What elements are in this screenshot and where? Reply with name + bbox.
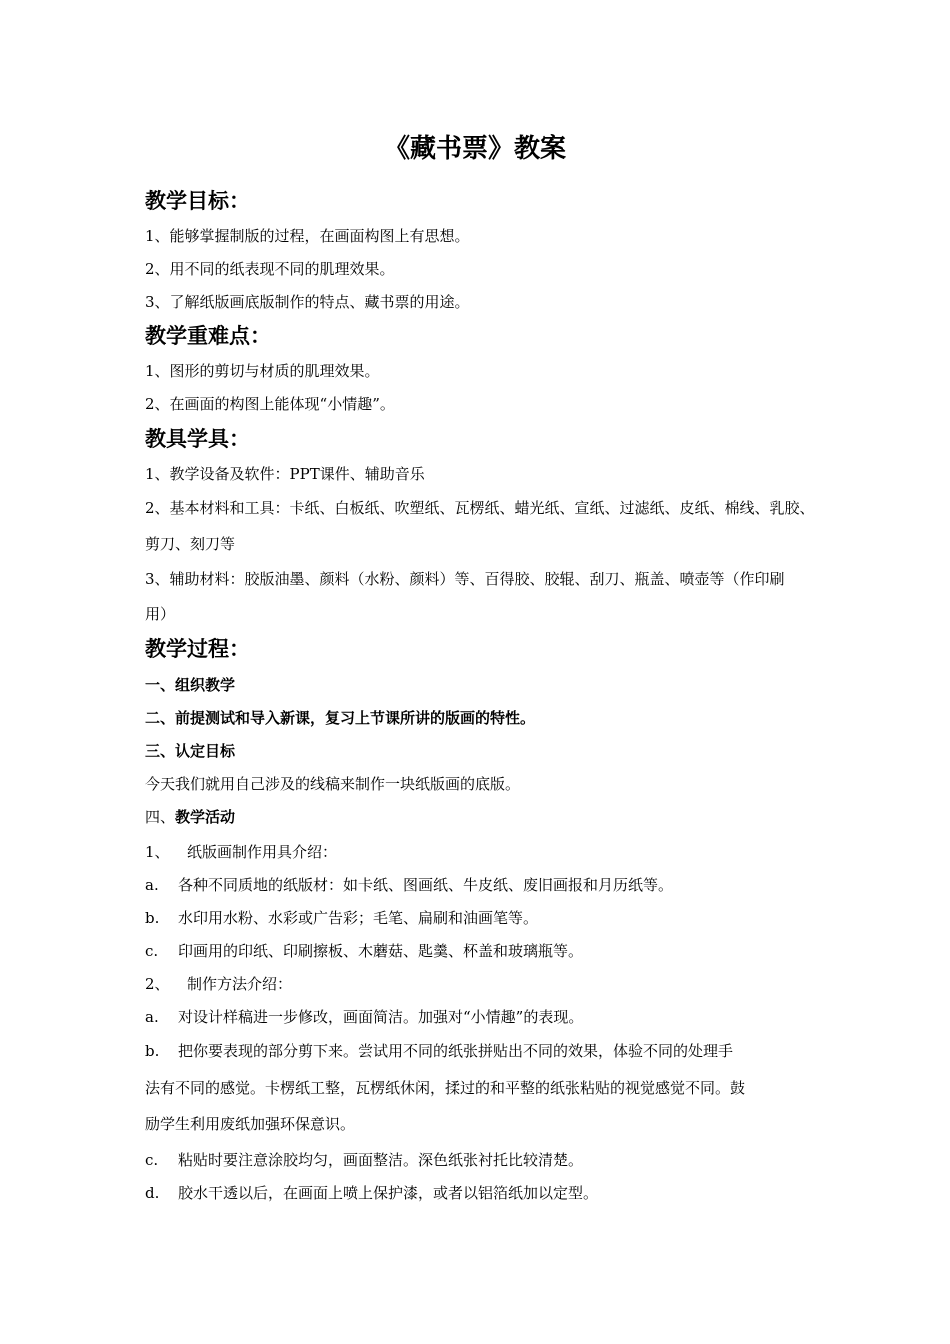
materials-item-continuation: 剪刀、刻刀等: [145, 535, 236, 553]
process-heading: 教学过程：: [145, 636, 250, 661]
sub-step-number: 2、: [145, 975, 170, 993]
materials-item-continuation: 用）: [145, 605, 176, 623]
objective-item: 2、用不同的纸表现不同的肌理效果。: [145, 260, 395, 278]
sub-step: [145, 841, 825, 863]
list-item: [145, 1182, 825, 1204]
list-item: [145, 907, 825, 929]
list-marker: c.: [145, 942, 159, 960]
list-text: 对设计样稿进一步修改，画面简洁。加强对“小情趣”的表现。: [178, 1008, 584, 1026]
materials-item: 1、教学设备及软件：PPT课件、辅助音乐: [145, 465, 425, 483]
objective-item: 1、能够掌握制版的过程，在画面构图上有思想。: [145, 227, 470, 245]
sub-step: [145, 973, 825, 995]
key-point-item: 1、图形的剪切与材质的肌理效果。: [145, 362, 380, 380]
step-label: 教学活动: [175, 808, 236, 826]
list-text: 水印用水粉、水彩或广告彩；毛笔、扁刷和油画笔等。: [178, 909, 539, 927]
list-item-continuation: 励学生利用废纸加强环保意识。: [145, 1115, 356, 1133]
sub-step-text: 纸版画制作用具介绍：: [187, 843, 338, 861]
list-marker: b.: [145, 909, 160, 927]
materials-item: 3、辅助材料：胶版油墨、颜料（水粉、颜料）等、百得胶、胶辊、刮刀、瓶盖、喷壶等（作印刷: [145, 570, 785, 588]
list-text: 胶水干透以后，在画面上喷上保护漆，或者以铝箔纸加以定型。: [178, 1184, 599, 1202]
objective-item: 3、了解纸版画底版制作的特点、藏书票的用途。: [145, 293, 470, 311]
list-text: 把你要表现的部分剪下来。尝试用不同的纸张拼贴出不同的效果，体验不同的处理手: [178, 1042, 734, 1060]
process-step: 一、组织教学: [145, 676, 236, 694]
process-step-text: 今天我们就用自己涉及的线稿来制作一块纸版画的底版。: [145, 775, 521, 793]
list-marker: b.: [145, 1042, 160, 1060]
process-step: 二、前提测试和导入新课，复习上节课所讲的版画的特性。: [145, 709, 536, 727]
materials-item: 2、基本材料和工具：卡纸、白板纸、吹塑纸、瓦楞纸、蜡光纸、宣纸、过滤纸、皮纸、棉线、乳胶、: [145, 499, 815, 517]
list-text: 印画用的印纸、印刷擦板、木蘑菇、匙羹、杯盖和玻璃瓶等。: [178, 942, 584, 960]
list-marker: d.: [145, 1184, 160, 1202]
step-number: 四、: [145, 808, 176, 826]
list-item-continuation: 法有不同的感觉。卡楞纸工整，瓦楞纸休闲，揉过的和平整的纸张粘贴的视觉感觉不同。鼓: [145, 1079, 746, 1097]
key-points-heading: 教学重难点：: [145, 323, 271, 348]
list-item: [145, 874, 825, 896]
sub-step-text: 制作方法介绍：: [187, 975, 293, 993]
list-item: [145, 940, 825, 962]
list-text: 各种不同质地的纸版材：如卡纸、图画纸、牛皮纸、废旧画报和月历纸等。: [178, 876, 674, 894]
page-title: 《藏书票》教案: [383, 134, 566, 164]
list-marker: a.: [145, 1008, 159, 1026]
list-item: [145, 1006, 825, 1028]
sub-step-number: 1、: [145, 843, 170, 861]
list-text: 粘贴时要注意涂胶均匀，画面整洁。深色纸张衬托比较清楚。: [178, 1151, 584, 1169]
list-marker: c.: [145, 1151, 159, 1169]
list-item: [145, 1149, 825, 1171]
process-step: [145, 806, 825, 828]
list-item: [145, 1040, 825, 1062]
key-point-item: 2、在画面的构图上能体现“小情趣”。: [145, 395, 395, 413]
list-marker: a.: [145, 876, 159, 894]
materials-heading: 教具学具：: [145, 426, 250, 451]
process-step: 三、认定目标: [145, 742, 236, 760]
objectives-heading: 教学目标：: [145, 188, 250, 213]
